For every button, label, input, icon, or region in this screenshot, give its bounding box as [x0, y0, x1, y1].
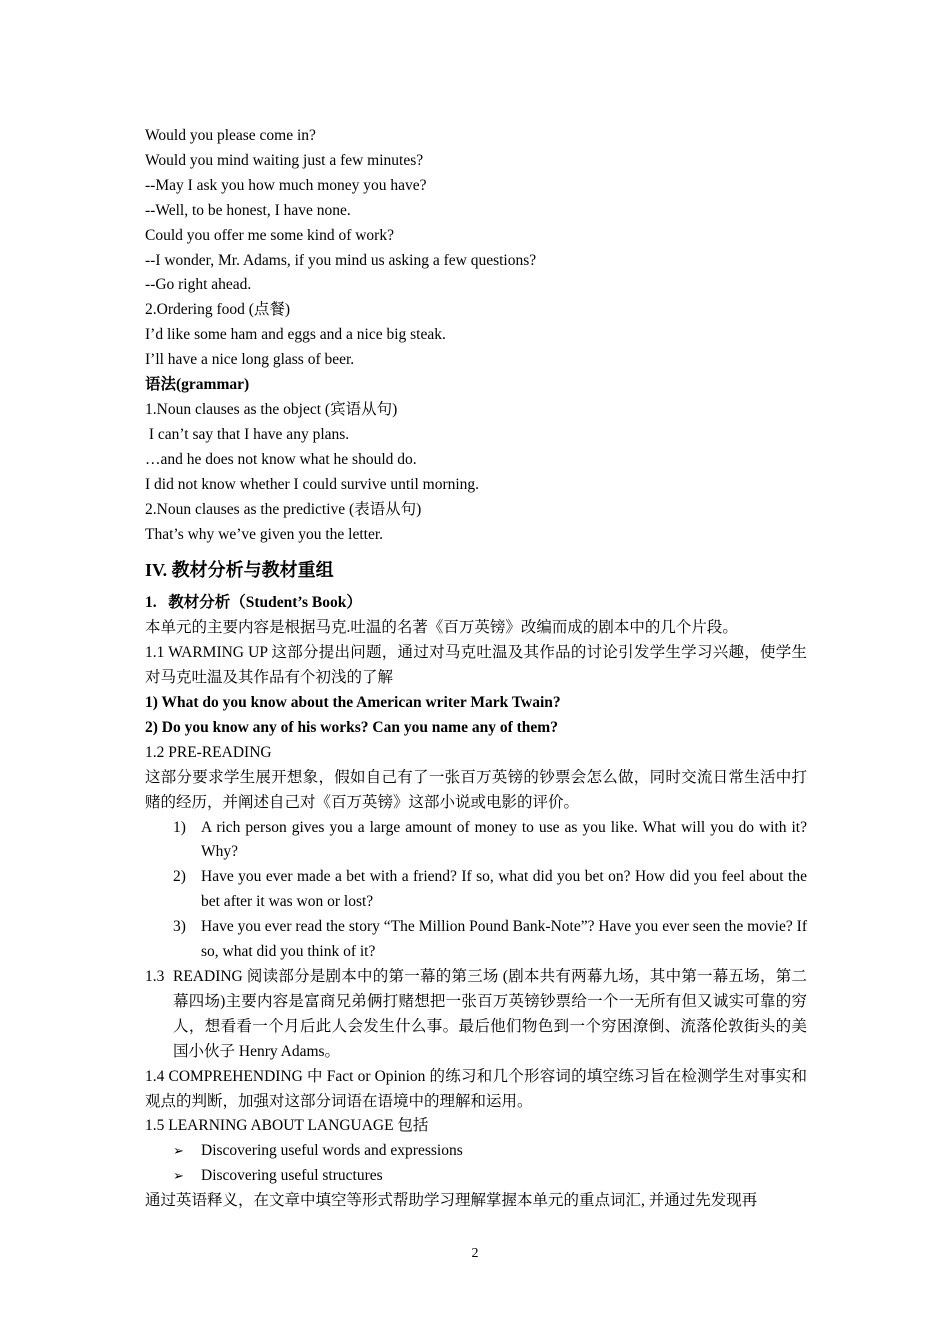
comprehending-paragraph: 1.4 COMPREHENDING 中 Fact or Opinion 的练习和几个形容词的填空练习旨在检测学生对事实和观点的判断，加强对这部分词语在语境中的理解和运用。 — [145, 1067, 807, 1110]
warming-up-paragraph: 1.1 WARMING UP 这部分提出问题，通过对马克吐温及其作品的讨论引发学生学习兴趣，使学生对马克吐温及其作品有个初浅的了解 — [145, 644, 807, 687]
dialogue-line: --I wonder, Mr. Adams, if you mind us asking a few questions? — [145, 251, 537, 269]
pre-reading-question-list — [145, 816, 807, 965]
grammar-line: I can’t say that I have any plans. — [145, 425, 350, 443]
reading-text: READING 阅读部分是剧本中的第一幕的第三场 (剧本共有两幕九场，其中第一幕五场，第二幕四场)主要内容是富商兄弟俩打赌想把一张百万英镑钞票给一个一无所有但又诚实可靠的穷人，想看看一个月后此人会发生什么事。最后他们物色到一个穷困潦倒、流落伦敦街头的美国小伙子 Henry Adams。 — [173, 968, 807, 1060]
reading-number: 1.3 — [145, 968, 165, 985]
warming-question: 1) What do you know about the American writer Mark Twain? — [145, 694, 561, 712]
pre-reading-heading: 1.2 PRE-READING — [145, 743, 272, 761]
dialogue-line: --Well, to be honest, I have none. — [145, 201, 351, 219]
list-item — [145, 816, 807, 866]
closing-line: 通过英语释义，在文章中填空等形式帮助学习理解掌握本单元的重点词汇, 并通过先发现再 — [145, 1192, 758, 1210]
dialogue-line: Would you mind waiting just a few minutes? — [145, 151, 424, 169]
list-item — [145, 865, 807, 915]
page-number: 2 — [471, 1246, 479, 1261]
document-body — [145, 124, 807, 1214]
students-book-heading: 1. 教材分析（Student’s Book） — [145, 594, 362, 612]
list-item-text: Discovering useful structures — [201, 1167, 383, 1185]
ordering-line: I’ll have a nice long glass of beer. — [145, 351, 355, 369]
ordering-food-heading: 2.Ordering food (点餐) — [145, 301, 291, 319]
list-item-text: Have you ever read the story “The Million Pound Bank-Note”? Have you ever seen the movie? If so, what did you think of it? — [201, 918, 807, 961]
list-item-number: 1) — [173, 818, 186, 836]
grammar-heading: 语法(grammar) — [145, 376, 250, 394]
arrowhead-bullet-icon: ➢ — [173, 1143, 184, 1159]
dialogue-line: Could you offer me some kind of work? — [145, 226, 394, 244]
list-item-text: A rich person gives you a large amount of money to use as you like. What will you do with it? Why? — [201, 818, 807, 861]
list-item-number: 2) — [173, 868, 186, 886]
dialogue-block — [145, 124, 807, 298]
ordering-line: I’d like some ham and eggs and a nice big steak. — [145, 326, 446, 344]
grammar-line: 2.Noun clauses as the predictive (表语从句) — [145, 500, 422, 518]
list-item — [145, 1164, 807, 1189]
section-iv-heading: IV. 教材分析与教材重组 — [145, 560, 334, 581]
reading-paragraph — [145, 965, 807, 1065]
list-item-text: Have you ever made a bet with a friend? If so, what did you bet on? How did you feel about the bet after it was won or lost? — [201, 868, 807, 911]
list-item-text: Discovering useful words and expressions — [201, 1142, 463, 1160]
dialogue-line: --Go right ahead. — [145, 276, 252, 294]
pre-reading-description: 这部分要求学生展开想象，假如自己有了一张百万英镑的钞票会怎么做，同时交流日常生活中打赌的经历，并阐述自己对《百万英镑》这部小说或电影的评价。 — [145, 768, 807, 811]
list-item — [145, 915, 807, 965]
grammar-line: 1.Noun clauses as the object (宾语从句) — [145, 400, 398, 418]
grammar-line: I did not know whether I could survive until morning. — [145, 475, 480, 493]
grammar-line: …and he does not know what he should do. — [145, 450, 417, 468]
warming-question: 2) Do you know any of his works? Can you name any of them? — [145, 718, 558, 736]
list-item — [145, 1139, 807, 1164]
students-book-intro: 本单元的主要内容是根据马克.吐温的名著《百万英镑》改编而成的剧本中的几个片段。 — [145, 619, 738, 637]
list-item-number: 3) — [173, 918, 186, 936]
dialogue-line: --May I ask you how much money you have? — [145, 176, 427, 194]
learning-about-language-heading: 1.5 LEARNING ABOUT LANGUAGE 包括 — [145, 1117, 429, 1135]
arrowhead-bullet-icon: ➢ — [173, 1168, 184, 1184]
grammar-line: That’s why we’ve given you the letter. — [145, 525, 384, 543]
dialogue-line: Would you please come in? — [145, 127, 316, 144]
